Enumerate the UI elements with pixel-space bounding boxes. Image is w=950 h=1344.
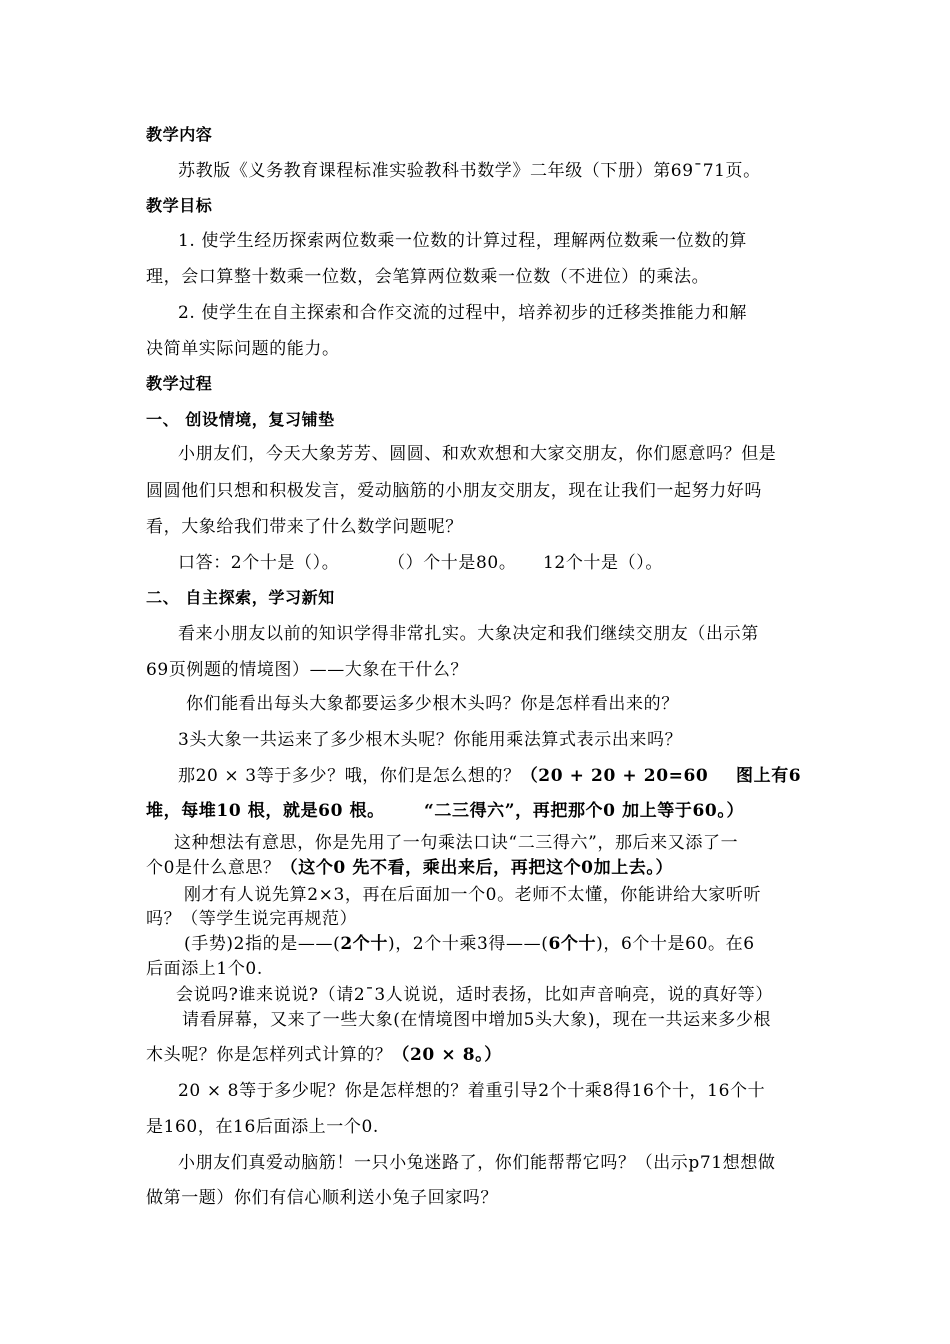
s2-paragraph-3-line-2: 吗？（等学生说完再规范） (146, 909, 358, 929)
heading-teaching-content: 教学内容 (146, 125, 213, 144)
s2-question-3-answer-b: 图上有6 (736, 766, 802, 786)
oral-question-1: 口答：2个十是（）。 (178, 553, 340, 573)
s2-question-3-text: 那20 × 3等于多少？哦，你们是怎么想的？ (178, 766, 521, 786)
s2-paragraph-7-line-1: 20 × 8等于多少呢？你是怎样想的？着重引导2个十乘8得16个十，16个十 (178, 1081, 766, 1101)
s2-paragraph-4-line-1 (184, 934, 755, 954)
s2-paragraph-6-answer: （20 × 8。） (392, 1045, 502, 1065)
s2-p4-bold-2: 6个十 (548, 934, 597, 954)
s2-paragraph-8-line-2: 做第一题）你们有信心顺利送小兔子回家吗？ (146, 1188, 498, 1208)
section-2-title: 二、 自主探索，学习新知 (146, 588, 335, 607)
s2-question-1: 你们能看出每头大象都要运多少根木头吗？你是怎样看出来的？ (186, 694, 679, 714)
heading-teaching-process: 教学过程 (146, 374, 213, 393)
s2-question-3-line-2b: “二三得六”，再把那个0 加上等于60。） (424, 801, 745, 821)
s2-paragraph-1-line-2: 69页例题的情境图）——大象在干什么？ (146, 660, 469, 680)
s2-p4-part-a: (手势)2指的是——( (184, 934, 341, 954)
s2-question-3-answer-a: （20 + 20 + 20=60 (520, 766, 709, 786)
goal-2-line-2: 决简单实际问题的能力。 (146, 339, 340, 359)
goal-2-line-1: 2. 使学生在自主探索和合作交流的过程中，培养初步的迁移类推能力和解 (178, 303, 748, 323)
s2-question-3-line-1 (178, 766, 708, 786)
section-1-title: 一、 创设情境，复习铺垫 (146, 410, 335, 429)
s2-paragraph-2-line-1: 这种想法有意思，你是先用了一句乘法口诀“二三得六”，那后来又添了一 (174, 833, 739, 853)
s2-paragraph-6-line-1: 请看屏幕，又来了一些大象(在情境图中增加5头大象)，现在一共运来多少根 (182, 1010, 772, 1030)
goal-1-line-1: 1. 使学生经历探索两位数乘一位数的计算过程，理解两位数乘一位数的算 (178, 231, 748, 251)
s1-paragraph-line-3: 看，大象给我们带来了什么数学问题呢？ (146, 517, 463, 537)
s2-paragraph-7-line-2: 是160，在16后面添上一个0. (146, 1117, 379, 1137)
s2-paragraph-2-line-2 (146, 858, 673, 878)
s2-paragraph-1-line-1: 看来小朋友以前的知识学得非常扎实。大象决定和我们继续交朋友（出示第 (178, 624, 759, 644)
s2-question-3-line-2a: 堆，每堆10 根，就是60 根。 (146, 801, 385, 821)
s2-paragraph-5: 会说吗?谁来说说?（请2¯3人说说，适时表扬，比如声音响亮，说的真好等） (176, 985, 773, 1005)
s2-p4-part-c: )，2个十乘3得——( (387, 934, 549, 954)
s2-paragraph-6-text: 木头呢？你是怎样列式计算的？ (146, 1045, 393, 1065)
s2-paragraph-6-line-2 (146, 1045, 502, 1065)
s2-p4-bold-1: 2个十 (340, 934, 388, 954)
s2-p4-part-d: )，6个十是60。在6 (596, 934, 755, 954)
s2-paragraph-2-answer: （这个0 先不看，乘出来后，再把这个0加上去。） (280, 858, 674, 878)
content-text: 苏教版《义务教育课程标准实验教科书数学》二年级（下册）第69¯71页。 (178, 161, 761, 181)
s2-paragraph-8-line-1: 小朋友们真爱动脑筋！一只小兔迷路了，你们能帮帮它吗？（出示p71想想做 (178, 1153, 776, 1173)
s2-paragraph-3-line-1: 刚才有人说先算2×3，再在后面加一个0。老师不太懂，你能讲给大家听听 (184, 885, 762, 905)
s2-paragraph-2-text: 个0是什么意思？ (146, 858, 281, 878)
s1-paragraph-line-1: 小朋友们，今天大象芳芳、圆圆、和欢欢想和大家交朋友，你们愿意吗？但是 (178, 444, 777, 464)
oral-question-2: （）个十是80。 (388, 553, 517, 573)
oral-question-3: 12个十是（）。 (543, 553, 663, 573)
goal-1-line-2: 理，会口算整十数乘一位数，会笔算两位数乘一位数（不进位）的乘法。 (146, 267, 710, 287)
s2-paragraph-4-line-2: 后面添上1个0. (146, 959, 263, 979)
s1-paragraph-line-2: 圆圆他们只想和积极发言，爱动脑筋的小朋友交朋友，现在让我们一起努力好吗 (146, 481, 762, 501)
heading-teaching-goals: 教学目标 (146, 196, 213, 215)
s2-question-2: 3头大象一共运来了多少根木头呢？你能用乘法算式表示出来吗？ (178, 730, 683, 750)
